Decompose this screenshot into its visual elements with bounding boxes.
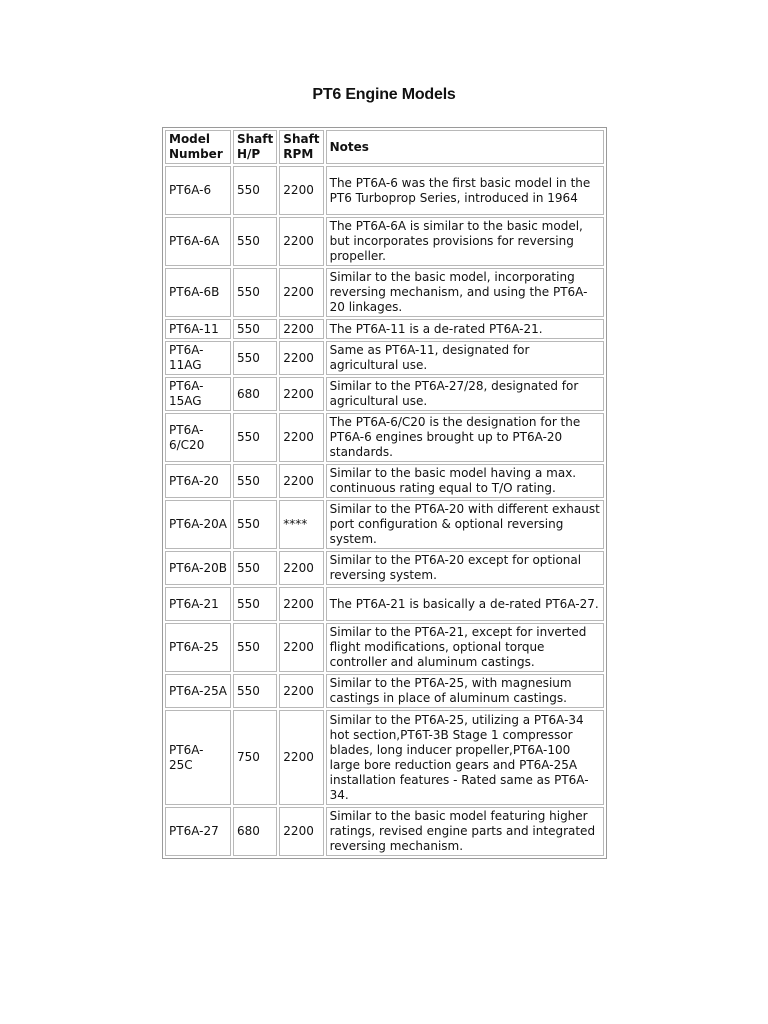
cell-notes: Similar to the PT6A-20 with different exhaust port configuration & optional reversing system. — [326, 500, 604, 549]
cell-notes: The PT6A-6 was the first basic model in the PT6 Turboprop Series, introduced in 1964 — [326, 166, 604, 215]
header-model-number: Model Number — [165, 130, 231, 164]
cell-model: PT6A-6/C20 — [165, 413, 231, 462]
cell-shaft-hp: 550 — [233, 341, 277, 375]
table-row — [165, 710, 604, 805]
cell-shaft-rpm: 2200 — [279, 623, 323, 672]
table-row — [165, 587, 604, 621]
cell-shaft-hp: 550 — [233, 551, 277, 585]
table-row — [165, 217, 604, 266]
cell-model: PT6A-27 — [165, 807, 231, 856]
cell-shaft-hp: 550 — [233, 268, 277, 317]
page-title: PT6 Engine Models — [312, 86, 456, 103]
cell-shaft-rpm: 2200 — [279, 587, 323, 621]
cell-shaft-rpm: 2200 — [279, 166, 323, 215]
table-header-row — [165, 130, 604, 164]
cell-notes: The PT6A-21 is basically a de-rated PT6A-27. — [326, 587, 604, 621]
cell-shaft-rpm: 2200 — [279, 674, 323, 708]
cell-shaft-hp: 550 — [233, 674, 277, 708]
cell-shaft-hp: 550 — [233, 623, 277, 672]
cell-notes: The PT6A-6/C20 is the designation for the PT6A-6 engines brought up to PT6A-20 standards. — [326, 413, 604, 462]
cell-notes: Similar to the PT6A-25, with magnesium castings in place of aluminum castings. — [326, 674, 604, 708]
cell-model: PT6A-25C — [165, 710, 231, 805]
cell-shaft-hp: 550 — [233, 500, 277, 549]
table-row — [165, 807, 604, 856]
cell-model: PT6A-20B — [165, 551, 231, 585]
cell-shaft-rpm: 2200 — [279, 551, 323, 585]
cell-model: PT6A-21 — [165, 587, 231, 621]
cell-shaft-hp: 550 — [233, 319, 277, 339]
cell-model: PT6A-11 — [165, 319, 231, 339]
table-row — [165, 500, 604, 549]
cell-shaft-hp: 550 — [233, 464, 277, 498]
cell-shaft-hp: 750 — [233, 710, 277, 805]
cell-shaft-rpm: 2200 — [279, 319, 323, 339]
table-row — [165, 341, 604, 375]
header-shaft-hp: Shaft H/P — [233, 130, 277, 164]
cell-model: PT6A-25 — [165, 623, 231, 672]
cell-model: PT6A-6B — [165, 268, 231, 317]
engine-models-table — [162, 127, 607, 859]
table-row — [165, 319, 604, 339]
header-notes: Notes — [326, 130, 604, 164]
cell-shaft-rpm: 2200 — [279, 217, 323, 266]
cell-notes: Similar to the PT6A-25, utilizing a PT6A-34 hot section,PT6T-3B Stage 1 compressor blades, long inducer propeller,PT6A-100 large bore reduction gears and PT6A-25A installation features - Rated same as PT6A-34. — [326, 710, 604, 805]
cell-shaft-hp: 550 — [233, 217, 277, 266]
table-row — [165, 413, 604, 462]
cell-notes: Similar to the PT6A-20 except for optional reversing system. — [326, 551, 604, 585]
cell-model: PT6A-6 — [165, 166, 231, 215]
cell-shaft-rpm: 2200 — [279, 268, 323, 317]
cell-shaft-rpm: 2200 — [279, 377, 323, 411]
header-shaft-rpm: Shaft RPM — [279, 130, 323, 164]
table-row — [165, 623, 604, 672]
cell-notes: Similar to the basic model featuring higher ratings, revised engine parts and integrated reversing mechanism. — [326, 807, 604, 856]
cell-model: PT6A-6A — [165, 217, 231, 266]
cell-model: PT6A-11AG — [165, 341, 231, 375]
cell-shaft-rpm: 2200 — [279, 464, 323, 498]
table-row — [165, 551, 604, 585]
cell-model: PT6A-15AG — [165, 377, 231, 411]
cell-model: PT6A-25A — [165, 674, 231, 708]
cell-shaft-rpm: **** — [279, 500, 323, 549]
table-row — [165, 166, 604, 215]
table-row — [165, 674, 604, 708]
cell-shaft-hp: 550 — [233, 413, 277, 462]
cell-notes: Same as PT6A-11, designated for agricultural use. — [326, 341, 604, 375]
cell-notes: Similar to the PT6A-21, except for inverted flight modifications, optional torque controller and aluminum castings. — [326, 623, 604, 672]
table-row — [165, 377, 604, 411]
cell-notes: Similar to the PT6A-27/28, designated for agricultural use. — [326, 377, 604, 411]
cell-shaft-hp: 680 — [233, 377, 277, 411]
cell-model: PT6A-20 — [165, 464, 231, 498]
cell-shaft-hp: 550 — [233, 166, 277, 215]
cell-notes: The PT6A-6A is similar to the basic model, but incorporates provisions for reversing propeller. — [326, 217, 604, 266]
cell-notes: Similar to the basic model having a max. continuous rating equal to T/O rating. — [326, 464, 604, 498]
table-row — [165, 464, 604, 498]
cell-shaft-hp: 550 — [233, 587, 277, 621]
cell-notes: Similar to the basic model, incorporating reversing mechanism, and using the PT6A-20 linkages. — [326, 268, 604, 317]
cell-shaft-hp: 680 — [233, 807, 277, 856]
cell-shaft-rpm: 2200 — [279, 710, 323, 805]
cell-model: PT6A-20A — [165, 500, 231, 549]
cell-shaft-rpm: 2200 — [279, 341, 323, 375]
table-row — [165, 268, 604, 317]
cell-notes: The PT6A-11 is a de-rated PT6A-21. — [326, 319, 604, 339]
cell-shaft-rpm: 2200 — [279, 413, 323, 462]
cell-shaft-rpm: 2200 — [279, 807, 323, 856]
